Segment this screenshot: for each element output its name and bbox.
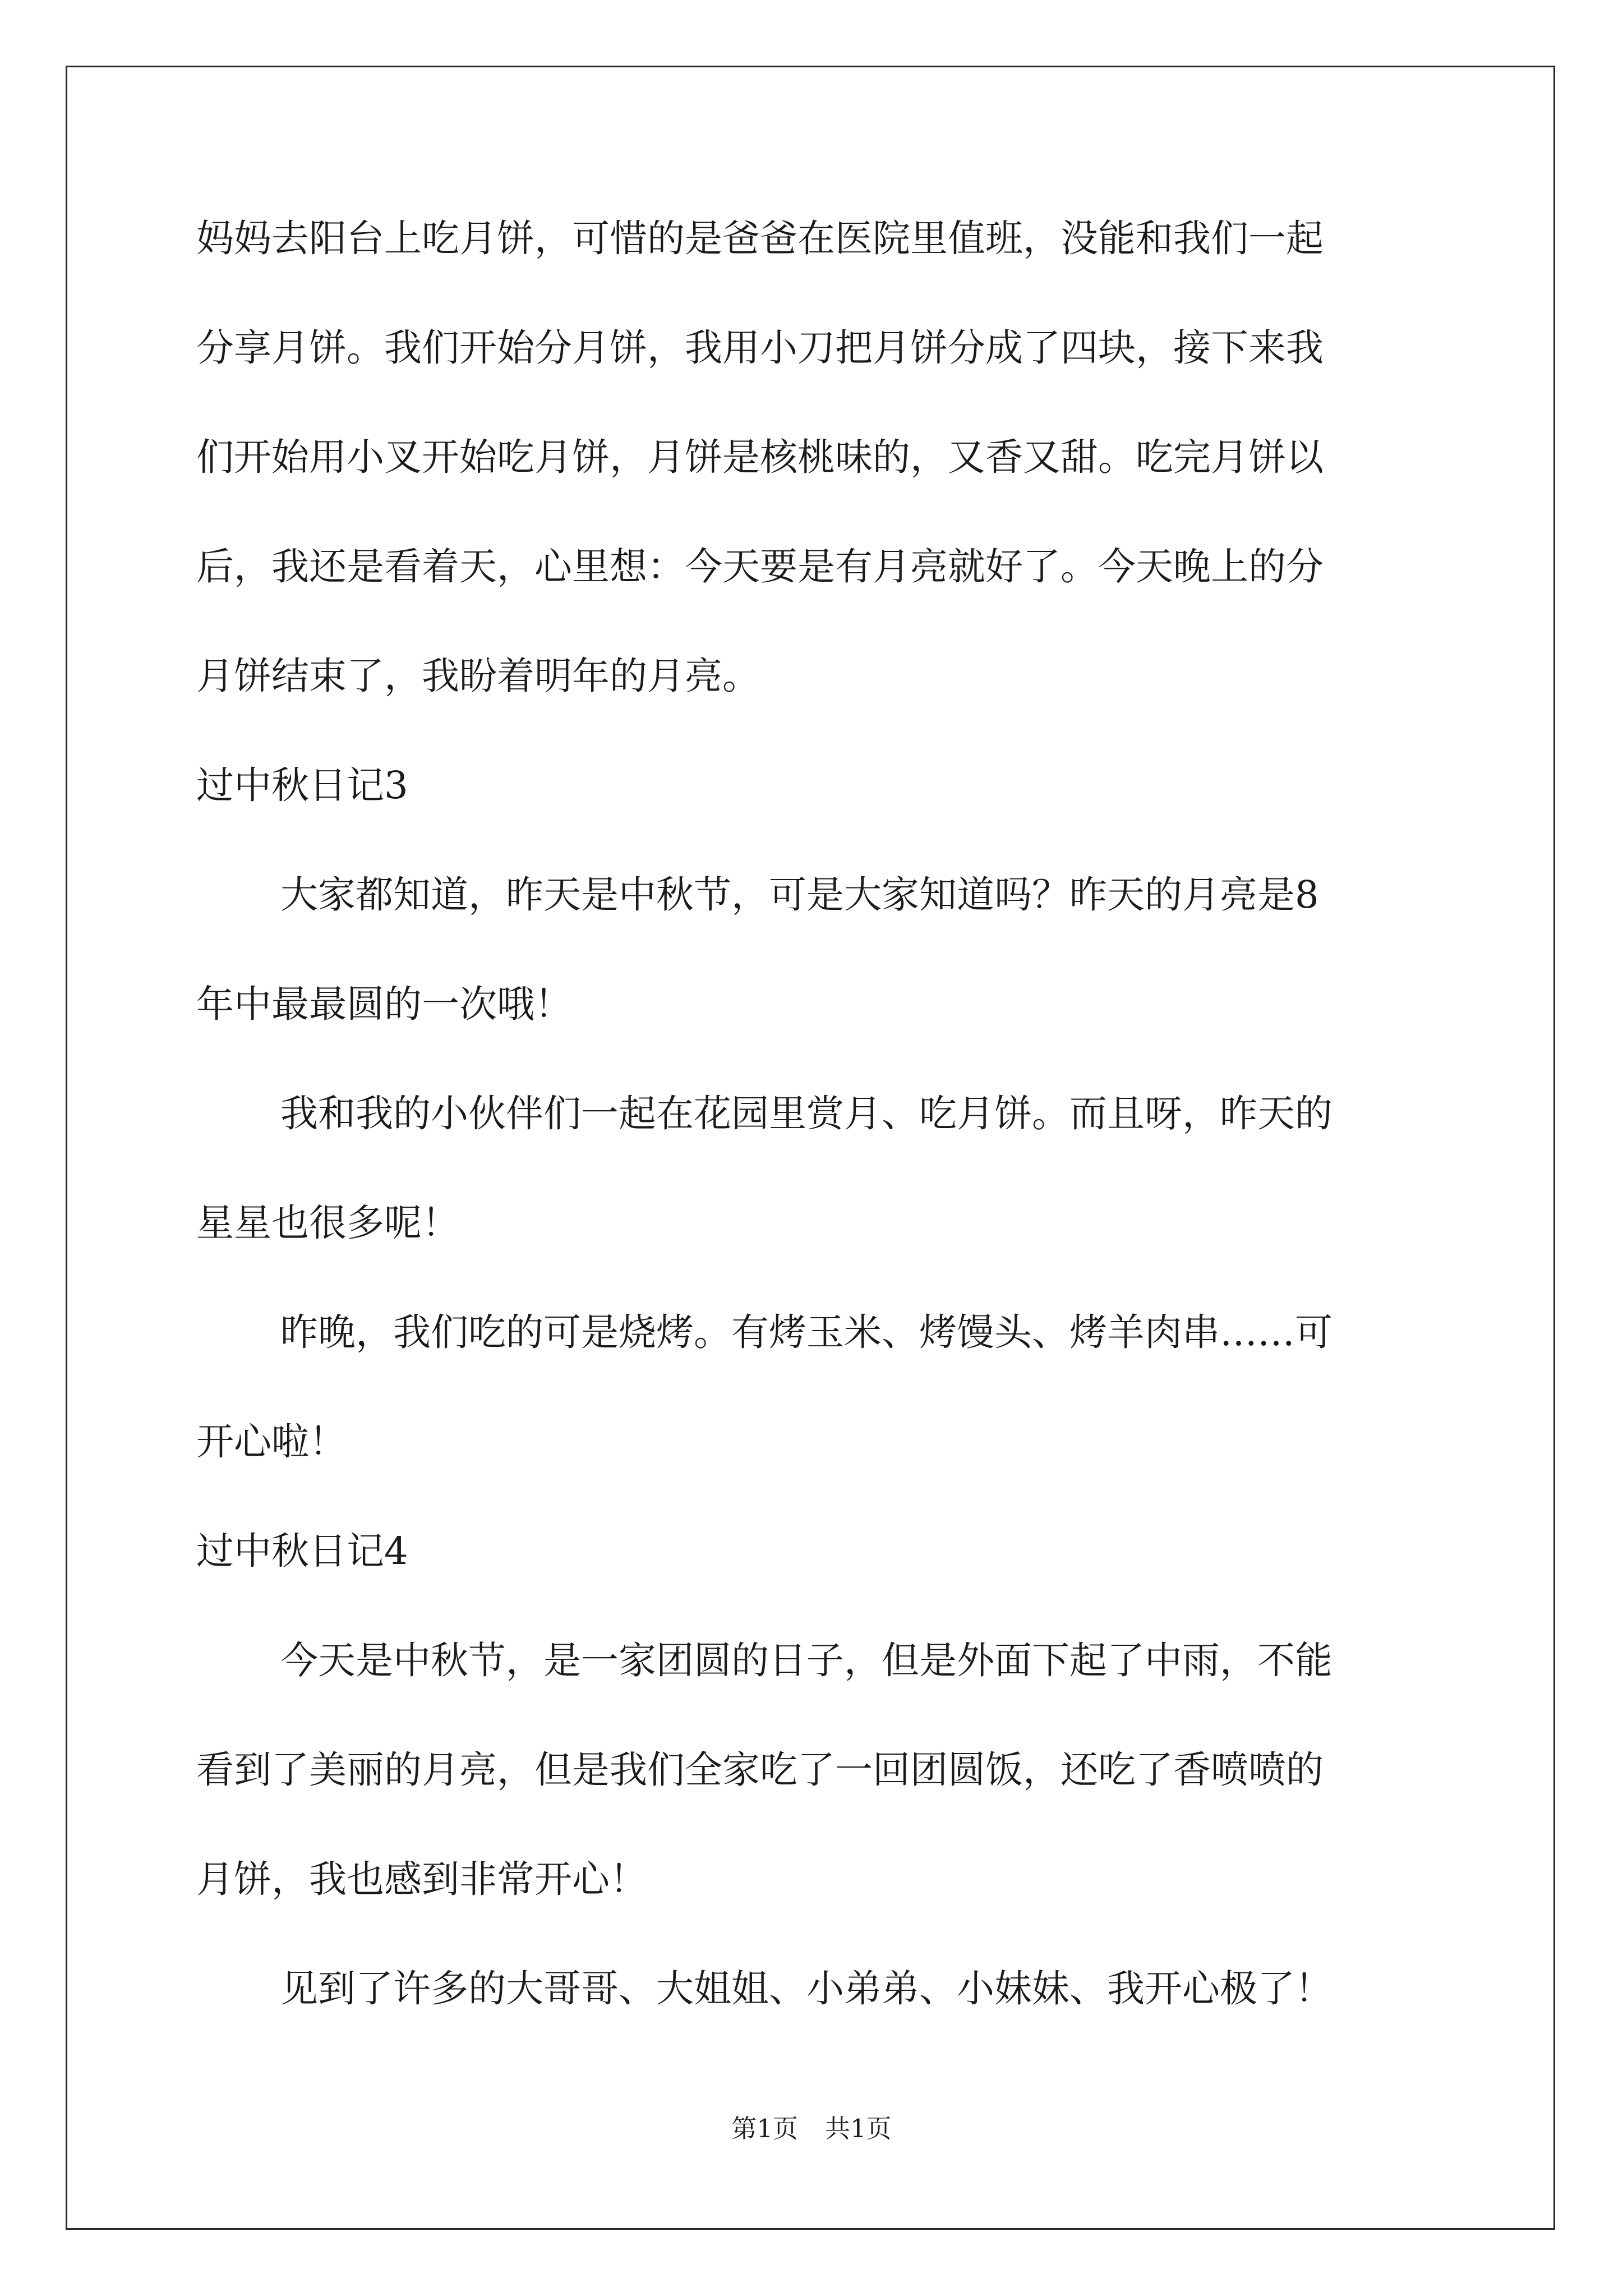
paragraph-line: 今天是中秋节，是一家团圆的日子，但是外面下起了中雨，不能	[280, 1639, 1332, 1682]
paragraph-line: 们开始用小叉开始吃月饼，月饼是核桃味的，又香又甜。吃完月饼以	[196, 435, 1324, 479]
paragraph-line: 分享月饼。我们开始分月饼，我用小刀把月饼分成了四块，接下来我	[196, 326, 1324, 370]
paragraph-line: 开心啦！	[196, 1420, 347, 1464]
paragraph-line: 月饼结束了，我盼着明年的月亮。	[196, 654, 760, 698]
page-number: 第1页	[731, 2114, 798, 2143]
section-heading: 过中秋日记4	[196, 1529, 408, 1573]
paragraph-line: 大家都知道，昨天是中秋节，可是大家知道吗？昨天的月亮是8	[280, 873, 1319, 917]
paragraph-line: 见到了许多的大哥哥、大姐姐、小弟弟、小妹妹、我开心极了！	[280, 1967, 1332, 2010]
section-heading: 过中秋日记3	[196, 763, 408, 807]
paragraph-line: 后，我还是看着天，心里想：今天要是有月亮就好了。今天晚上的分	[196, 545, 1324, 588]
paragraph-line: 我和我的小伙伴们一起在花园里赏月、吃月饼。而且呀，昨天的	[280, 1092, 1332, 1135]
paragraph-line: 妈妈去阳台上吃月饼，可惜的是爸爸在医院里值班，没能和我们一起	[196, 217, 1324, 260]
paragraph-line: 星星也很多呢！	[196, 1201, 459, 1245]
paragraph-line: 年中最最圆的一次哦！	[196, 982, 572, 1026]
page-total: 共1页	[825, 2114, 892, 2143]
paragraph-line: 昨晚，我们吃的可是烧烤。有烤玉米、烤馒头、烤羊肉串……可	[280, 1310, 1332, 1354]
page-footer	[0, 2112, 1623, 2146]
page-border	[66, 66, 1555, 2230]
paragraph-line: 月饼，我也感到非常开心！	[196, 1857, 647, 1901]
paragraph-line: 看到了美丽的月亮，但是我们全家吃了一回团圆饭，还吃了香喷喷的	[196, 1748, 1324, 1792]
